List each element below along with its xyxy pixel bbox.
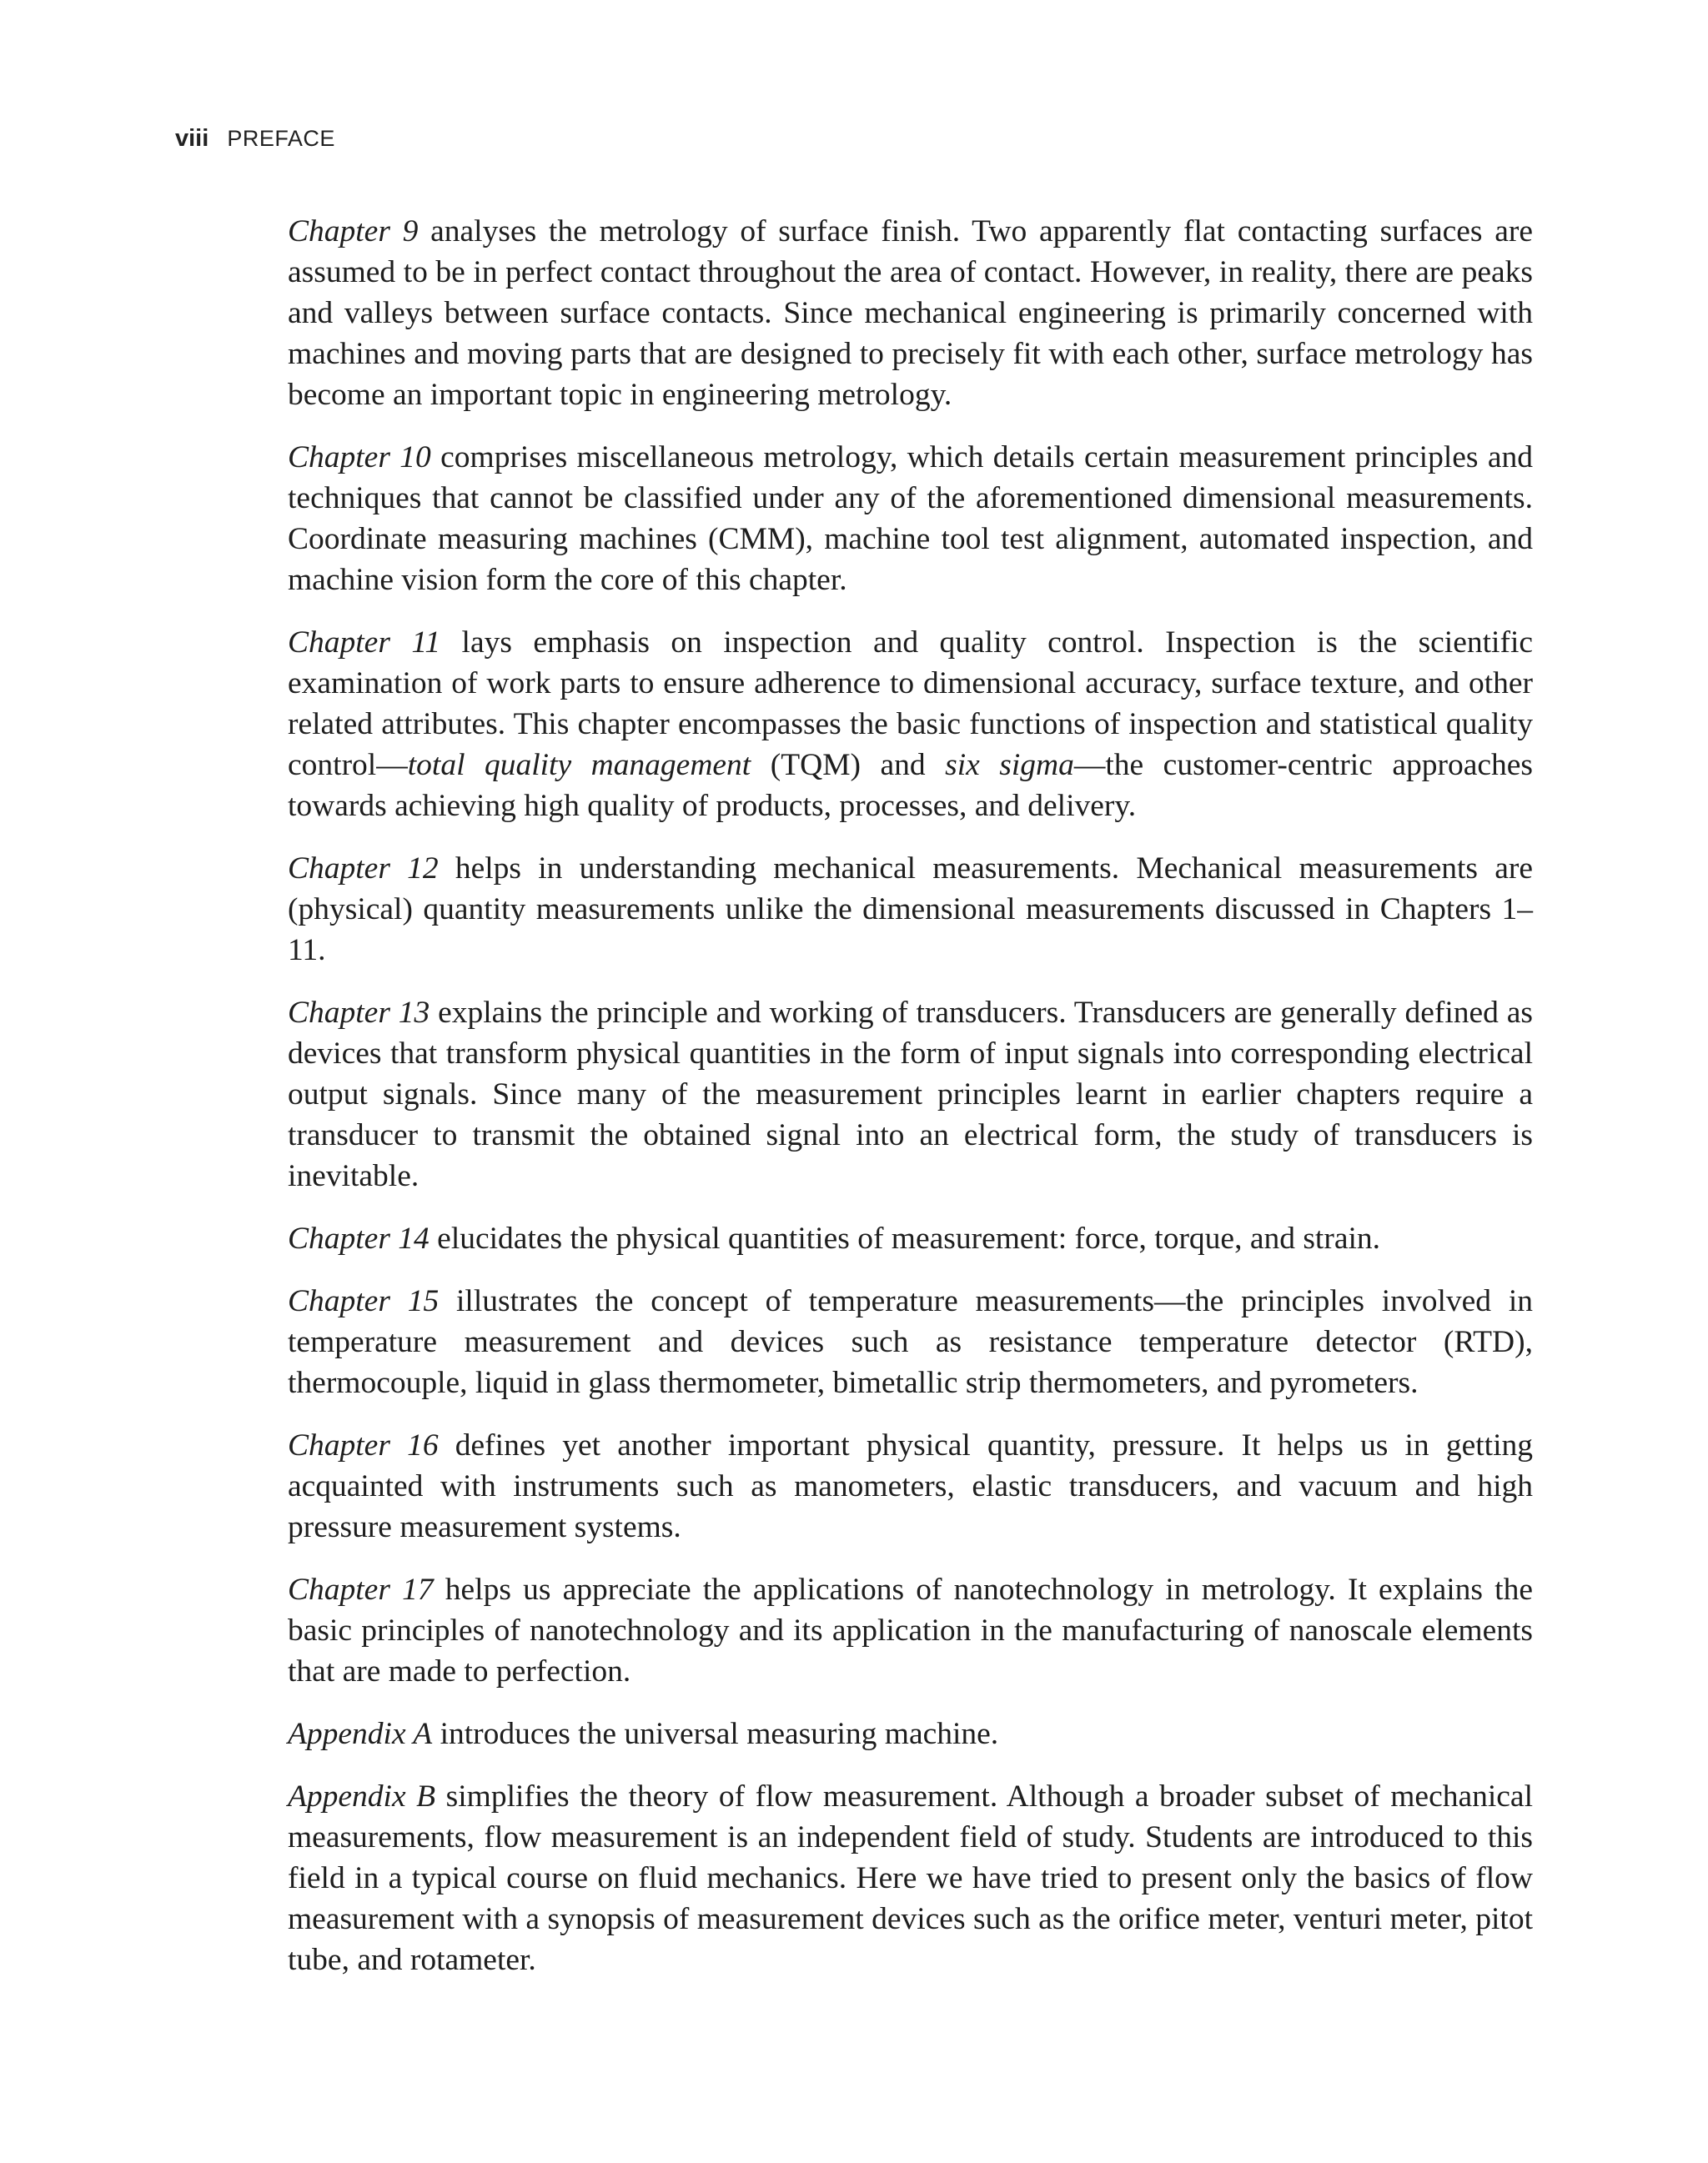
paragraph-text: introduces the universal measuring machine. <box>432 1717 999 1751</box>
chapter-reference: Chapter 11 <box>288 625 441 660</box>
paragraph-appendix-a <box>288 1714 1533 1754</box>
paragraph-chapter-12 <box>288 848 1533 971</box>
paragraph-text: explains the principle and working of transducers. Transducers are generally defined as devices that transform physical quantities in the form of input signals into corresponding electrical output signals. Since many of the measurement principles learnt in earlier chapters require a transducer to transmit the obtained signal into an electrical form, the study of transducers is inevitable. <box>288 996 1533 1193</box>
paragraph-text: analyses the metrology of surface finish. Two apparently flat contacting surfaces are assumed to be in perfect contact throughout the area of contact. However, in reality, there are peaks and valleys between surface contacts. Since mechanical engineering is primarily concerned with machines and moving parts that are designed to precisely fit with each other, surface metrology has become an important topic in engineering metrology. <box>288 214 1533 412</box>
paragraph-appendix-b <box>288 1776 1533 1980</box>
chapter-reference: Chapter 9 <box>288 214 419 248</box>
chapter-reference: Chapter 10 <box>288 440 431 474</box>
paragraph-text: illustrates the concept of temperature measurements—the principles involved in temperature measurement and devices such as resistance temperature detector (RTD), thermocouple, liquid in glass thermometer, bimetallic strip thermometers, and pyrometers. <box>288 1284 1533 1400</box>
paragraph-chapter-11 <box>288 622 1533 826</box>
paragraph-text: —the customer-centric approaches towards achieving high quality of products, processes, and delivery. <box>288 748 1534 823</box>
body-text <box>288 211 1533 2002</box>
chapter-reference: Chapter 13 <box>288 996 430 1030</box>
paragraph-chapter-14 <box>288 1218 1533 1259</box>
paragraph-chapter-16 <box>288 1425 1533 1548</box>
chapter-reference: Chapter 16 <box>288 1428 439 1463</box>
emphasis-term: six sigma <box>945 748 1074 782</box>
running-head <box>175 125 335 158</box>
chapter-reference: Chapter 12 <box>288 851 439 886</box>
paragraph-text: helps in understanding mechanical measurements. Mechanical measurements are (physical) quantity measurements unlike the dimensional measurements discussed in Chapters 1–11. <box>288 851 1533 967</box>
paragraph-text: elucidates the physical quantities of measurement: force, torque, and strain. <box>429 1222 1381 1256</box>
paragraph-text: lays emphasis on inspection and quality control. Inspection is the scientific examination of work parts to ensure adherence to dimensional accuracy, surface texture, and other related attributes. This chapter encompasses the basic functions of inspection and statistical quality control— <box>288 625 1534 782</box>
appendix-reference: Appendix A <box>288 1717 433 1751</box>
page-number: viii <box>175 125 209 152</box>
paragraph-text: comprises miscellaneous metrology, which details certain measurement principles and techniques that cannot be classified under any of the aforementioned dimensional measurements. Coordinate measuring machines (CMM), machine tool test alignment, automated inspection, and machine vision form the core of this chapter. <box>288 440 1534 597</box>
paragraph-text: simplifies the theory of flow measurement. Although a broader subset of mechanical measurements, flow measurement is an independent field of study. Students are introduced to this field in a typical course on fluid mechanics. Here we have tried to present only the basics of flow measurement with a synopsis of measurement devices such as the orifice meter, venturi meter, pitot tube, and rotameter. <box>288 1779 1533 1977</box>
paragraph-chapter-9 <box>288 211 1533 415</box>
paragraph-chapter-15 <box>288 1281 1533 1403</box>
paragraph-text: helps us appreciate the applications of nanotechnology in metrology. It explains the basic principles of nanotechnology and its application in the manufacturing of nanoscale elements that are made to perfection. <box>288 1573 1533 1689</box>
paragraph-chapter-13 <box>288 992 1533 1197</box>
section-title: PREFACE <box>227 126 335 151</box>
paragraph-text: defines yet another important physical quantity, pressure. It helps us in getting acquainted with instruments such as manometers, elastic transducers, and vacuum and high pressure measurement systems. <box>288 1428 1534 1544</box>
chapter-reference: Chapter 15 <box>288 1284 440 1318</box>
emphasis-term: total quality management <box>407 748 751 782</box>
paragraph-text: (TQM) and <box>751 748 946 782</box>
paragraph-chapter-10 <box>288 437 1533 600</box>
paragraph-chapter-17 <box>288 1569 1533 1692</box>
chapter-reference: Chapter 14 <box>288 1222 430 1256</box>
appendix-reference: Appendix B <box>288 1779 436 1814</box>
chapter-reference: Chapter 17 <box>288 1573 434 1607</box>
